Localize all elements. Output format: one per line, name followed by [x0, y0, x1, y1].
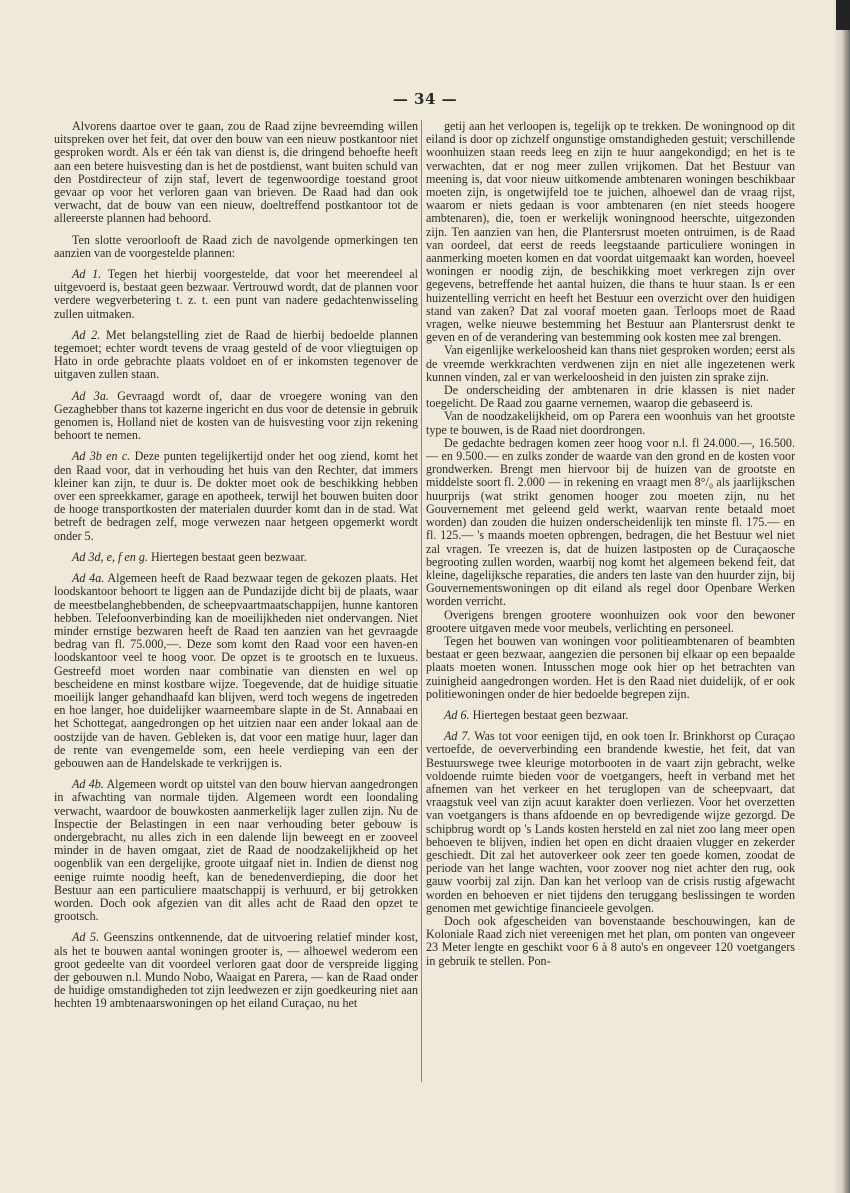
section-label: Ad 7. [444, 729, 471, 744]
paragraph [426, 709, 795, 722]
page-edge-shadow [832, 0, 850, 1193]
right-column [426, 120, 795, 968]
paragraph [426, 609, 795, 635]
paragraph [426, 410, 795, 436]
section-label: Ad 6. [444, 707, 470, 722]
paragraph-text: Tegen het hierbij voorgestelde, dat voor het meerendeel al uitgevoerd is, bestaat geen bezwaar. Vertrouwd wordt, dat de plannen voor verdere wegverbetering t. z. t. een punt van nadere gedachtenwisseling zullen uitmaken. [54, 267, 419, 321]
section-label: Ad 2. [72, 327, 101, 342]
paragraph [54, 778, 418, 923]
paragraph [54, 390, 418, 443]
paragraph-text: Geenszins ontkennende, dat de uitvoering relatief minder kost, als het te bouwen aantal woningen grooter is, — alhoewel wederom een groot gedeelte van dit voordeel verloren gaat door de verspreide ligging der gebouwen n.l. Mundo Nobo, Waaigat en Parera, — kan de Raad onder de huidige omstandigheden tot zijn leedwezen er zijn goedkeuring niet aan hechten 19 ambtenaarswoningen op het eiland Curaçao, nu het [54, 930, 419, 1011]
section-label: Ad 4a. [72, 571, 105, 586]
paragraph-text: Algemeen heeft de Raad bezwaar tegen de gekozen plaats. Het loodskantoor behoort te liggen aan de Pundazijde dicht bij de plaats, waar de meestbelanghebbenden, de scheepvaartmaatschappijen, hunne kantoren hebben. Telefoonverbinding kan de moeilijkheden niet ondervangen. Niet minder ernstige bezwaren heeft de Raad ten aanzien van het gevraagde bedrag van fl. 75.000,—. Deze som komt den Raad voor een haven-en loodskantoor veel te hoog voor. De opzet is te grootsch en te luxueus. Gestreefd moet worden naar combinatie van diensten en wel op bescheidene en minst kostbare wijze. Toegevende, dat de huidige situatie moeilijk langer gehandhaafd kan blijven, werd toch wegens de ingetreden en hoe langer, hoe duidelijker waarneembare slapte in de St. Annabaai en het Schottegat, aangedrongen op het uitzien naar een ander lokaal aan de oostzijde van de haven. Gebleken is, dat voor een matige huur, lager dan de rente van evengemelde som, een heele verdieping van een der gebouwen aan de Handelskade te verkrijgen is. [54, 571, 419, 770]
paragraph-text: De onderscheiding der ambtenaren in drie klassen is niet nader toegelicht. De Raad zou gaarne vernemen, waarop die gebaseerd is. [426, 383, 795, 411]
paragraph [426, 384, 795, 410]
paragraph [426, 730, 795, 915]
paragraph [54, 120, 418, 226]
section-label: Ad 3a. [72, 388, 109, 403]
section-label: Ad 4b. [72, 777, 104, 792]
paragraph-text: De gedachte bedragen komen zeer hoog voor n.l. fl 24.000.—, 16.500.— en 9.500.— en zulks zonder de waarde van den grond en de kosten voor grondwerken. Brengt men hiervoor bij de huizen van de grootste en middelste soort fl. 2.000 — in rekening en vraagt men 8°/₀ als jaarlijkschen huurprijs (wat strikt genomen hooger zou moeten zijn, nu het Gouvernement met geleend geld werkt, waarvan rente betaald moet worden) dan zouden die huizen onderscheidenlijk ten minste fl. 175.— en fl. 125.— 's maands moeten opbrengen, bedragen, die het Bestuur wel niet zal vragen. Te vreezen is, dat de huizen lastposten op de Curaçaosche begrooting zullen worden, waarbij nog komt het algemeen bekend feit, dat kleine, dagelijksche reparaties, die anders ten laste van den huurder zijn, bij Gouvernementswoningen op dit eiland als regel door Openbare Werken worden verricht. [426, 435, 795, 609]
paragraph-text: Van eigenlijke werkeloosheid kan thans niet gesproken worden; eerst als de vreemde werkkrachten verdwenen zijn en niet alle ingezetenen werk kunnen vinden, zal er van werkeloosheid in den juisten zin sprake zijn. [426, 343, 795, 384]
page-number: — 34 — [392, 90, 458, 108]
left-column [54, 120, 418, 1011]
paragraph-text: Gevraagd wordt of, daar de vroegere woning van den Gezaghebber thans tot kazerne ingericht en dus voor de detensie in gebruik genomen is, Holland niet de kosten van de huisvesting voor zijn rekening behoort te nemen. [54, 388, 418, 443]
paragraph-text: Deze punten tegelijkertijd onder het oog ziend, komt het den Raad voor, dat in verhouding het huis van den Rechter, dat immers kleiner kan zijn, te duur is. De dokter moet ook de beschikking hebben over een spreekkamer, garage en apotheek, terwijl het bouwen buiten door de hooge transportkosten der materialen duurder komt dan in de stad. Wat betreft de bedragen zelf, moge verwezen naar hetgeen opgemerkt wordt onder 5. [54, 449, 419, 543]
paragraph [54, 450, 418, 542]
section-label: Ad 5. [72, 930, 100, 945]
paragraph-text: Overigens brengen grootere woonhuizen ook voor den bewoner grootere uitgaven mede voor meubels, verlichting en personeel. [426, 607, 795, 635]
paragraph-text: getij aan het verloopen is, tegelijk op te trekken. De woningnood op dit eiland is door op zichzelf ongunstige omstandigheden gestuit; verschillende woonhuizen staan reeds leeg en zijn te huur aangekondigd; en het is te verwachten, dat er nog meer zullen vrijkomen. Dat het Bestuur van meening is, dat voor nieuw uitkomende ambtenaren woningen beschikbaar moeten zijn, is ongetwijfeld toe te juichen, alhoewel dan de vraag rijst, waarom er niets gedaan is voor ambtenaren (en niet steeds hoogere ambtenaren), die, toen er werkelijk woningnood heerschte, uitgezonden zijn. Ten aanzien van hen, die Plantersrust moeten ontruimen, is de Raad van oordeel, dat eerst de reeds leegstaande particuliere woningen in aanmerking moeten komen en dat voordat uitgemaakt kan worden, hoeveel woningen er noodig zijn, de beschikking moet verkregen zijn over gegevens, betreffende het aantal huizen, die thans te huur staan. Is er een huizentelling verricht en heeft het Bestuur een overzicht over den huidigen stand van zaken? Dat zal vooraf moeten gaan. Terloops moet de Raad vragen, welke nieuwe bestemming het Bestuur aan Plantersrust denkt te geven en of de verandering van bestemming ook kosten mee zal brengen. [426, 119, 795, 345]
paragraph [426, 437, 795, 609]
paragraph-text: Algemeen wordt op uitstel van den bouw hiervan aangedrongen in afwachting van normale tijden. Algemeen wordt een loondaling verwacht, waardoor de bouwkosten aanmerkelijk lager zullen zijn. Nu de Inspectie der Belastingen in een naar verhouding beter gebouw is ondergebracht, nu alles zich in een dalende lijn beweegt en er zooveel minder in de haven omgaat, ziet de Raad de noodzakelijkheid op het oogenblik van een dergelijke, groote uitgaaf niet in. Indien de dienst nog eenige ruimte noodig heeft, kan de benedenverdieping, die door het Bestuur aan een particuliere maatschappij is verhuurd, er bij getrokken worden. Doch ook afgezien van dit alles acht de Raad den opzet te grootsch. [54, 777, 419, 924]
column-divider [421, 120, 422, 1082]
paragraph-text: Hiertegen bestaat geen bezwaar. [472, 707, 629, 722]
section-label: Ad 3b en c. [72, 449, 131, 464]
paragraph [54, 572, 418, 770]
paragraph [54, 551, 418, 564]
section-label: Ad 1. [72, 267, 102, 282]
paragraph-text: Hiertegen bestaat geen bezwaar. [150, 549, 307, 564]
paragraph-text: Alvorens daartoe over te gaan, zou de Raad zijne bevreemding willen uitspreken over het feit, dat over den bouw van een nieuw postkantoor niet gesproken wordt. Als er één tak van dienst is, die dringend behoefte heeft aan een betere huisvesting dan is het de postdienst, want buiten schuld van den Postdirecteur of zijn staf, levert de tegenwoordige toestand groot gevaar op voor het verloren gaan van brieven. De Raad had dan ook verwacht, dat de bouw van een nieuw, doeltreffend postkantoor tot de allereerste plannen had behoord. [54, 119, 418, 226]
paragraph [426, 635, 795, 701]
paragraph [426, 344, 795, 384]
paragraph [426, 915, 795, 968]
paragraph [54, 268, 418, 321]
paragraph-text: Van de noodzakelijkheid, om op Parera een woonhuis van het grootste type te bouwen, is de Raad niet doordrongen. [426, 409, 795, 437]
paragraph [54, 931, 418, 1010]
paragraph-text: Met belangstelling ziet de Raad de hierbij bedoelde plannen tegemoet; echter wordt tevens de vraag gesteld of de voor vliegtuigen op Hato in orde gebrachte plaats voldoet en of er inkomsten tegenover de uitgaven zullen staan. [54, 327, 419, 382]
corner-mark [836, 0, 850, 30]
paragraph [54, 329, 418, 382]
paragraph-text: Tegen het bouwen van woningen voor politieambtenaren of beambten bestaat er geen bezwaar, aangezien die personen bij elkaar op een bepaalde plaats moeten wonen. Intusschen moge ook hier op het betrachten van zuinigheid aangedrongen worden. Het is den Raad niet duidelijk, of er ook politiewoningen onder de hier bedoelde begrepen zijn. [426, 633, 795, 701]
paragraph [54, 234, 418, 260]
paragraph-text: Was tot voor eenigen tijd, en ook toen Ir. Brinkhorst op Curaçao vertoefde, de oeververbinding een brandende kwestie, het feit, dat van Bestuurswege twee kleurige motorbooten in de vaart zijn gebracht, welke voldoende ruimte bieden voor de voetgangers, heeft in verband met het afnemen van het verkeer en het teruglopen van de scheepvaart, dat vraagstuk veel van zijn acuut karakter doen verliezen. Voor het overzetten van voetgangers is thans afdoende en op bevredigende wijze gezorgd. De schipbrug wordt op 's Lands kosten hersteld en zal niet zoo lang meer open behoeven te blijven, indien het open en dicht draaien vlugger en zekerder geschiedt. Dit zal het autoverkeer ook zeer ten goede komen, zoodat de periode van het lange wachten, voor zoover nog niet achter den rug, ook gauw voorbij zal zijn. Dan kan het verloop van de crisis rustig afgewacht worden en behoeven er niet tijdens den teruggang beslissingen te worden genomen met gewichtige financieele gevolgen. [426, 729, 796, 915]
paragraph-text: Ten slotte veroorlooft de Raad zich de navolgende opmerkingen ten aanzien van de voorgestelde plannen: [54, 232, 418, 260]
section-label: Ad 3d, e, f en g. [72, 549, 148, 564]
paragraph [426, 120, 795, 344]
paragraph-text: Doch ook afgescheiden van bovenstaande beschouwingen, kan de Koloniale Raad zich niet vereenigen met het plan, om ponten van ongeveer 23 Meter lengte en geschikt voor 6 à 8 auto's en ongeveer 120 voetgangers in gebruik te stellen. Pon- [426, 913, 795, 968]
